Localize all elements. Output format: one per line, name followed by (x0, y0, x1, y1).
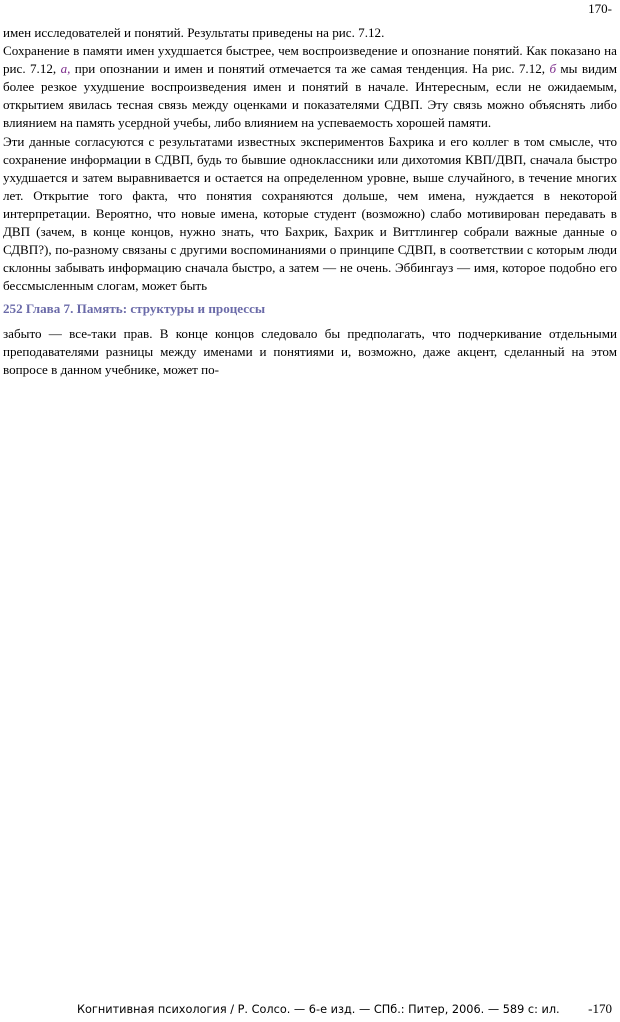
paragraph-3: Эти данные согласуются с результатами известных экспериментов Бахрика и его коллег в том смысле, что сохранение информации в СДВП, будь то бывшие одноклассники или дихотомия КВП/ДВП, сначала быстро ухудшается и затем выравнивается и остается на определенном уровне, выше случайного, в течение многих лет. Открытие того факта, что понятия сохраняются дольше, чем имена, нуждается в некоторой интерпретации. Вероятно, что новые имена, которые студент (возможно) слабо мотивирован передавать в ДВП (зачем, в конце концов, нужно знать, что Бахрик, Бахрик и Виттлингер собрали важные данные о СДВП?), по-разному связаны с другими воспоминаниями о принципе СДВП, в соответствии с которым люди склонны забывать информацию сначала быстро, а затем — не очень. Эббингауз — имя, которое подобно его бессмысленным слогам, может быть (3, 133, 617, 294)
paragraph-4: забыто — все-таки прав. В конце концов следовало бы предполагать, что подчеркивание отдельными преподавателями разницы между именами и понятиями и, возможно, даже акцент, сделанный на этом вопросе в данном учебнике, может по- (3, 325, 617, 377)
chapter-heading: 252 Глава 7. Память: структуры и процессы (3, 301, 266, 317)
footer-citation: Когнитивная психология / Р. Солсо. — 6-е изд. — СПб.: Питер, 2006. — 589 с: ил. (77, 1003, 560, 1016)
page-footer (0, 998, 620, 1018)
body-text (3, 24, 617, 379)
figure-ref-a: а, (60, 61, 71, 77)
paragraph-2-text-2: при опознании и имен и понятий отмечается та же самая тенденция. На рис. 7.12, (70, 61, 550, 77)
footer-page-number: -170 (588, 1001, 612, 1016)
paragraph-2 (3, 42, 617, 132)
paragraph-2-text-3: мы видим более резкое ухудшение воспроизведения имен и понятий в начале. Интересным, если не ожидаемым, открытием явилась тесная связь между оценками и показателями СДВП. Эту связь можно объяснять либо влиянием на память усердной учебы, либо влиянием на успеваемость хорошей памяти. (3, 61, 617, 131)
figure-ref-b: б (549, 61, 557, 77)
paragraph-2-text-1: Сохранение в памяти имен ухудшается быстрее, чем воспроизведение и опознание понятий. Как показано на рис. 7.12, (3, 43, 617, 77)
top-page-number: 170- (588, 1, 612, 16)
paragraph-1: имен исследователей и понятий. Результаты приведены на рис. 7.12. (3, 25, 385, 40)
